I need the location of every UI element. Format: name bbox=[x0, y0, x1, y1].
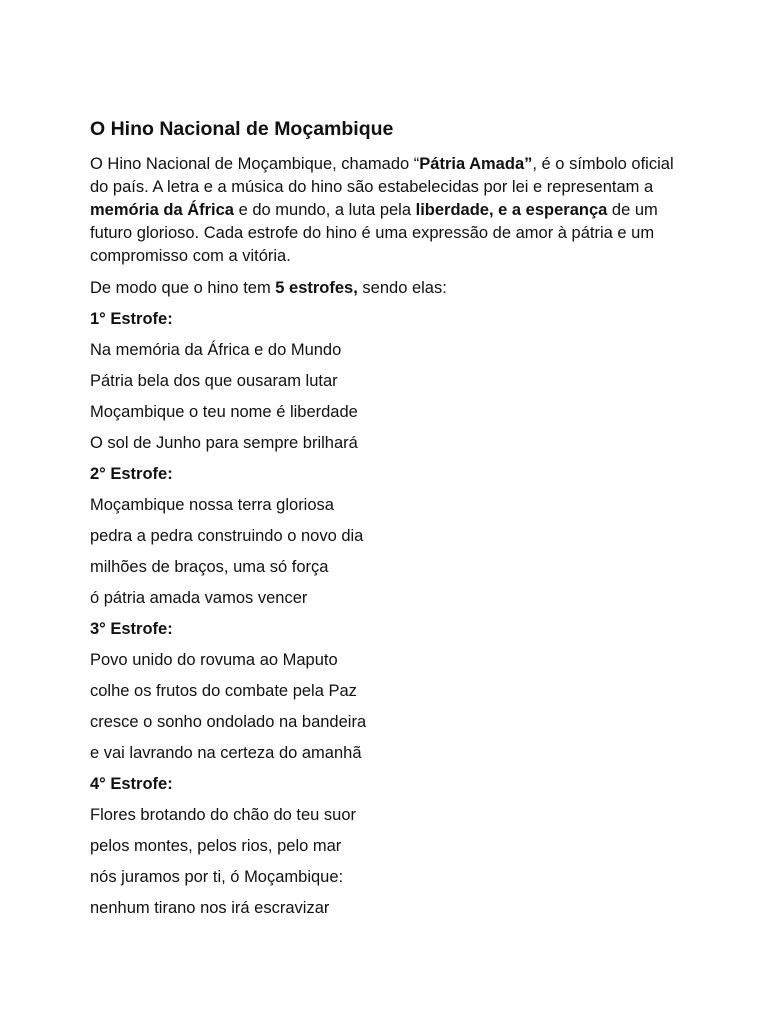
summary-bold: 5 estrofes, bbox=[275, 279, 358, 297]
document-page bbox=[90, 116, 690, 928]
intro-text-3: e do mundo, a luta pela bbox=[233, 201, 416, 219]
stanza-line: nenhum tirano nos irá escravizar bbox=[90, 899, 330, 917]
page-title: O Hino Nacional de Moçambique bbox=[90, 118, 394, 140]
summary-line bbox=[90, 277, 690, 308]
intro-text-2: , é o símbolo oficial do país. A letra e a música do hino são estabelecidas por lei e representam a bbox=[90, 155, 674, 196]
summary-text-1: De modo que o hino tem bbox=[90, 279, 276, 297]
intro-bold-2: memória da África bbox=[90, 201, 234, 219]
stanza-heading: 2° Estrofe: bbox=[90, 465, 173, 483]
stanza-heading: 3° Estrofe: bbox=[90, 620, 173, 638]
stanza-line: milhões de braços, uma só força bbox=[90, 558, 329, 576]
stanza-line: e vai lavrando na certeza do amanhã bbox=[90, 744, 362, 762]
stanza-line: pelos montes, pelos rios, pelo mar bbox=[90, 837, 342, 855]
stanza-heading: 1° Estrofe: bbox=[90, 310, 173, 328]
stanza-line: Moçambique o teu nome é liberdade bbox=[90, 403, 358, 421]
summary-text-2: sendo elas: bbox=[357, 279, 447, 297]
intro-bold-3: liberdade, e a esperança bbox=[415, 201, 608, 219]
intro-text-4: de um futuro glorioso. Cada estrofe do hino é uma expressão de amor à pátria e um compromisso com a vitória. bbox=[90, 201, 658, 265]
stanza-line: nós juramos por ti, ó Moçambique: bbox=[90, 868, 344, 886]
stanza-line: Pátria bela dos que ousaram lutar bbox=[90, 372, 338, 390]
intro-bold-1: Pátria Amada” bbox=[419, 155, 533, 173]
stanza-line: O sol de Junho para sempre brilhará bbox=[90, 434, 358, 452]
intro-text-1: O Hino Nacional de Moçambique, chamado “ bbox=[90, 155, 420, 173]
stanza-line: Povo unido do rovuma ao Maputo bbox=[90, 651, 338, 669]
stanza-line: cresce o sonho ondolado na bandeira bbox=[90, 713, 367, 731]
stanza-line: colhe os frutos do combate pela Paz bbox=[90, 682, 357, 700]
stanza-line: Na memória da África e do Mundo bbox=[90, 341, 342, 359]
stanza-line: Moçambique nossa terra gloriosa bbox=[90, 496, 334, 514]
stanza-heading: 4° Estrofe: bbox=[90, 775, 173, 793]
stanza-line: pedra a pedra construindo o novo dia bbox=[90, 527, 364, 545]
stanza-line: ó pátria amada vamos vencer bbox=[90, 589, 308, 607]
stanza-line: Flores brotando do chão do teu suor bbox=[90, 806, 357, 824]
intro-paragraph bbox=[90, 153, 690, 268]
